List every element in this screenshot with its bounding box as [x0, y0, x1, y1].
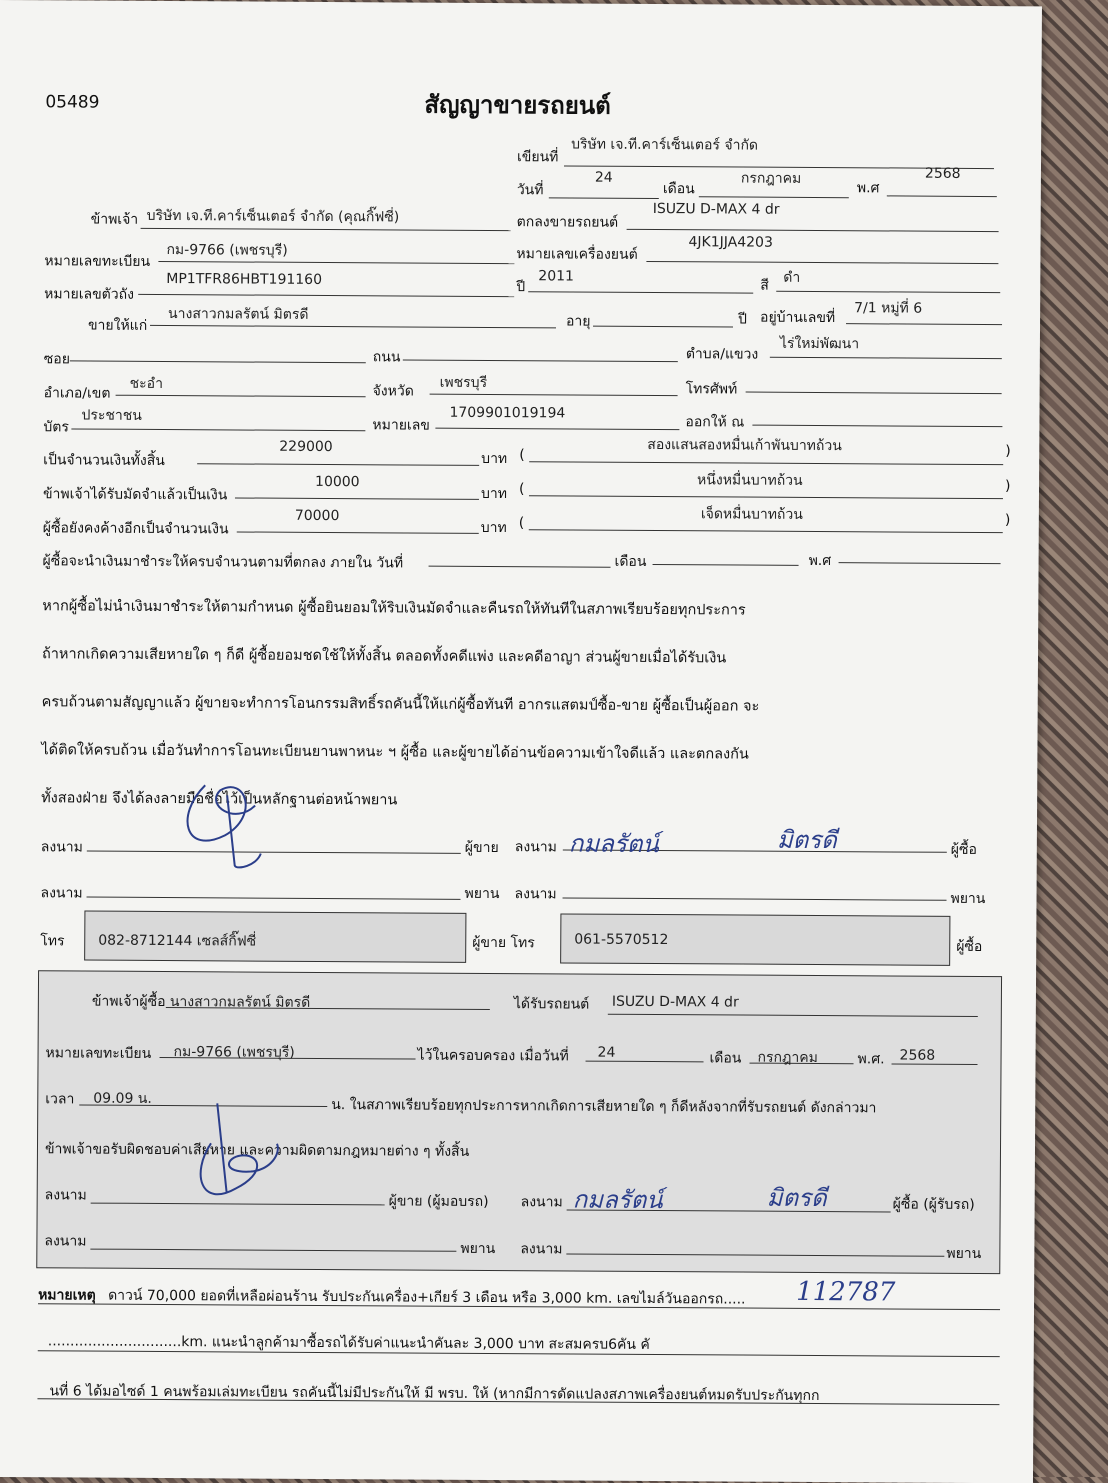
terms-paragraph-1: หากผู้ซื้อไม่นำเงินมาชำระให้ตามกำหนด ผู้ซื้อยินยอมให้ริบเงินมัดจำและคืนรถให้ทันทีในสภาพเรียบร้อยทุกประการ [42, 598, 746, 619]
note-label: หมายเหตุ [38, 1287, 96, 1304]
engine-value: 4JK1JJA4203 [688, 234, 773, 251]
address-value: 7/1 หมู่ที่ 6 [854, 300, 923, 317]
receipt-plate-value: กม-9766 (เพชรบุรี) [173, 1044, 295, 1061]
plate-value: กม-9766 (เพชรบุรี) [166, 242, 288, 259]
deposit-value: 10000 [315, 473, 360, 491]
document-number: 05489 [45, 92, 100, 113]
receipt-time-label: เวลา [45, 1091, 75, 1108]
contract-paper: 05489 สัญญาขายรถยนต์ เขียนที่ บริษัท เจ.ที.คาร์เซ็นเตอร์ จำกัด วันที่ 24 เดือน กรกฎาคม พ.ศ 2568 ข้าพเจ้า บริษัท เจ.ที.คาร์เซ็นเตอร์ จำกัด (คุณกิ๊ฟซี่) ตกลงขายรถยนต์ ISUZU D-MAX 4 dr หมายเลขทะเบียน กม-9766 (เพชรบุรี) หมายเลขเครื่องยนต์ 4JK1JJA4203 หมายเลขตัวถัง MP1TFR86HBT191160 ปี 2011 สี ดำ ขายให้แก่ นางสาวกมลรัตน์ มิตรดี อายุ ปี อยู่บ้านเลขที่ 7/1 หมู่ที่ 6 ซอย ถนน ตำบล/แขวง ไร่ใหม่พัฒนา อำเภอ/เขต ชะอำ จังหวัด เพชรบุรี โทรศัพท์ บัตร ประชาชน หมายเลข 1709901019194 ออกให้ ณ เป็นจำนวนเงินทั้งสิ้น 229000 บาท ( สองแสนสองหมื่นเก้าพันบาทถ้วน ) ข้าพเจ้าได้รับมัดจำแล้วเป็นเงิน 10000 บาท ( หนึ่งหมื่นบาทถ้วน ) ผู้ซื้อยังคงค้างอีกเป็นจำนวนเงิน 70000 บาท ( เจ็ดหมื่นบาทถ้วน ) ผู้ซื้อจะนำเงินมาชำระให้ครบจำนวนตามที่ตกลง ภายใน วันที่ เดือน พ.ศ หากผู้ซื้อไม่นำเงินมาชำระให้ตามกำหนด ผู้ซื้อยินยอมให้ริบเงินมัดจำและคืนรถให้ทันทีในสภาพเรียบร้อยทุกประการ ถ้าหากเกิดความเสียหายใด ๆ ก็ดี ผู้ซื้อยอมชดใช้ให้ทั้งสิ้น ตลอดทั้งคดีแพ่ง และคดีอาญา ส่วนผู้ขายเมื่อได้รับเงิน ครบถ้วนตามสัญญาแล้ว ผู้ขายจะทำการโอนกรรมสิทธิ์รถคันนี้ให้แก่ผู้ซื้อทันที อากรแสตมป์ซื้อ-ขาย ผู้ซื้อเป็นผู้ออก จะ ได้ติดให้ครบถ้วน เมื่อวันทำการโอนทะเบียนยานพาหนะ ฯ ผู้ซื้อ และผู้ขายได้อ่านข้อความเข้าใจดีแล้ว และตกลงกัน ทั้งสองฝ่าย จึงได้ลงลายมือชื่อไว้เป็นหลักฐานต่อหน้าพยาน ลงนาม ผู้ขาย ลงนาม กมลรัตน์ มิตรดี ผู้ซื้อ ลงนาม พยาน ลงนาม พยาน โทร 082-8712144 เซลส์กิ๊ฟซี่ ผู้ขาย โทร 061-5570512 ผู้ซื้อ ข้าพเจ้าผู้ซื้อ นางสาวกมลรัตน์ มิตรดี ได้รับรถยนต์ ISUZU D-MAX 4 dr หมายเลขทะเบียน กม-9766 (เพชรบุรี) ไว้ในครอบครอง เมื่อวันที่ 24 เดือน กรกฎาคม พ.ศ. 2568 เวลา 09.09 น. น. ในสภาพเรียบร้อยทุกประการหากเกิดการเสียหายใด ๆ ก็ดีหลังจากที่รับรถยนต์ ดังกล่าวมา ข้าพเจ้าขอรับผิดชอบค่าเสียหาย และความผิดตามกฎหมายต่าง ๆ ทั้งสิ้น ลงนาม ผู้ขาย (ผู้มอบรถ) ลงนาม กมลรัตน์ มิตรดี ผู้ซื้อ (ผู้รับรถ) ลงนาม พยาน ลงนาม พยาน หมายเหตุ ดาวน์ 70,000 ยอดที่เหลือผ่อนร้าน รับประกันเครื่อง+เกียร์ 3 เดือน หรือ 3,000 km. เลขไมล์วันออกรถ..... 112787 ..............................km. แนะนำลูกค้ามาซื้อรถได้รับค่าแนะนำคันละ 3,000 บาท สะสมครบ6คัน คั นที่ 6 ได้มอไซด์ 1 คนพร้อมเล่มทะเบียน รถคันนี้ไม่มีประกันให้ มี พรบ. ให้ (หากมีการดัดแปลงสภาพเครื่องยนต์หมดรับประกันทุกก [0, 0, 1042, 1483]
year-label: พ.ศ [856, 180, 880, 197]
sign-label-buyer: ลงนาม [514, 839, 557, 856]
deposit-text-value: หนึ่งหมื่นบาทถ้วน [697, 472, 803, 489]
page-title: สัญญาขายรถยนต์ [424, 90, 611, 120]
deposit-label: ข้าพเจ้าได้รับมัดจำแล้วเป็นเงิน [42, 486, 228, 504]
pay-month-label: เดือน [614, 553, 647, 570]
pay-within-label: ผู้ซื้อจะนำเงินมาชำระให้ครบจำนวนตามที่ตกลง ภายใน วันที่ [42, 553, 404, 572]
terms-paragraph-5: ทั้งสองฝ่าย จึงได้ลงลายมือชื่อไว้เป็นหลักฐานต่อหน้าพยาน [41, 790, 398, 809]
province-value: เพชรบุรี [439, 374, 488, 391]
card-type-value: ประชาชน [81, 407, 142, 424]
soi-label: ซอย [43, 351, 70, 368]
seller-value: บริษัท เจ.ที.คาร์เซ็นเตอร์ จำกัด (คุณกิ๊ฟซี่) [146, 207, 400, 226]
written-at-label: เขียนที่ [517, 149, 559, 166]
deposit-baht: บาท [480, 485, 508, 503]
district-value: ชะอำ [129, 375, 164, 393]
note-line-2: ..............................km. แนะนำลูกค้ามาซื้อรถได้รับค่าแนะนำคันละ 3,000 บาท สะสมครบ6คัน คั [47, 1333, 650, 1353]
receipt-buyer-value: นางสาวกมลรัตน์ มิตรดี [169, 994, 311, 1011]
plate-label: หมายเลขทะเบียน [44, 253, 151, 270]
phone-short-label: โทร [40, 933, 65, 950]
month-label: เดือน [662, 181, 695, 198]
seller-word: ผู้ขาย [464, 839, 499, 857]
buyer-signature-first: กมลรัตน์ [568, 829, 659, 859]
remain-label: ผู้ซื้อยังคงค้างอีกเป็นจำนวนเงิน [42, 520, 229, 538]
witness-word-2: พยาน [950, 890, 986, 908]
buyer-signature-last: มิตรดี [776, 825, 837, 855]
receipt-witness-word-2: พยาน [946, 1245, 982, 1263]
total-text-value: สองแสนสองหมื่นเก้าพันบาทถ้วน [647, 436, 842, 455]
pay-year-label: พ.ศ [808, 552, 832, 570]
province-label: จังหวัด [372, 383, 414, 400]
card-label: บัตร [43, 419, 69, 436]
receipt-plate-label: หมายเลขทะเบียน [45, 1045, 152, 1062]
receipt-car-value: ISUZU D-MAX 4 dr [611, 993, 739, 1011]
receipt-sign-label-witness-2: ลงนาม [520, 1241, 563, 1258]
remain-value: 70000 [294, 507, 340, 525]
district-label: อำเภอ/เขต [43, 385, 111, 402]
engine-label: หมายเลขเครื่องยนต์ [516, 246, 638, 263]
receipt-sign-label-witness-1: ลงนาม [44, 1233, 87, 1250]
receipt-seller-signature [181, 1093, 292, 1214]
receipt-buyer-receiver: ผู้ซื้อ (ผู้รับรถ) [892, 1196, 975, 1213]
chassis-value: MP1TFR86HBT191160 [166, 271, 323, 288]
receipt-buyer-signature-first: กมลรัตน์ [572, 1185, 663, 1215]
receipt-year-label: พ.ศ. [857, 1051, 885, 1068]
card-number-value: 1709901019194 [449, 404, 566, 422]
receipt-time-value: 09.09 น. [93, 1090, 152, 1107]
issued-label: ออกให้ ณ [685, 414, 745, 431]
terms-paragraph-2: ถ้าหากเกิดความเสียหายใด ๆ ก็ดี ผู้ซื้อยอมชดใช้ให้ทั้งสิ้น ตลอดทั้งคดีแพ่ง และคดีอาญา ส่วนผู้ขายเมื่อได้รับเงิน [41, 646, 727, 667]
terms-paragraph-4: ได้ติดให้ครบถ้วน เมื่อวันทำการโอนทะเบียนยานพาหนะ ฯ ผู้ซื้อ และผู้ขายได้อ่านข้อความเข้าใจดีแล้ว และตกลงกัน [41, 742, 749, 763]
date-month: กรกฎาคม [740, 170, 802, 187]
total-baht: บาท [481, 450, 508, 468]
subdistrict-value: ไร่ใหม่พัฒนา [779, 335, 860, 353]
mileage-handwritten: 112787 [796, 1276, 896, 1308]
sign-label-witness-1: ลงนาม [40, 885, 83, 902]
date-year: 2568 [924, 165, 961, 182]
age-unit: ปี [738, 311, 748, 328]
receipt-witness-word-1: พยาน [460, 1240, 496, 1258]
receipt-condition-text: น. ในสภาพเรียบร้อยทุกประการหากเกิดการเสียหายใด ๆ ก็ดีหลังจากที่รับรถยนต์ ดังกล่าวมา [331, 1097, 877, 1117]
color-value: ดำ [783, 269, 801, 286]
subdistrict-label: ตำบล/แขวง [685, 346, 759, 363]
card-number-label: หมายเลข [372, 417, 430, 434]
note-line-3: นที่ 6 ได้มอไซด์ 1 คนพร้อมเล่มทะเบียน รถคันนี้ไม่มีประกันให้ มี พรบ. ให้ (หากมีการดัดแปลงสภาพเครื่องยนต์หมดรับประกันทุกก [49, 1383, 820, 1405]
sign-label-witness-2: ลงนาม [514, 886, 557, 903]
chassis-label: หมายเลขตัวถัง [44, 286, 134, 303]
buyer-phone-word: ผู้ซื้อ [956, 938, 983, 956]
terms-paragraph-3: ครบถ้วนตามสัญญาแล้ว ผู้ขายจะทำการโอนกรรมสิทธิ์รถคันนี้ให้แก่ผู้ซื้อทันที อากรแสตมป์ซื้อ-ขาย ผู้ซื้อเป็นผู้ออก จะ [41, 694, 760, 715]
receipt-month-value: กรกฎาคม [757, 1049, 818, 1067]
seller-signature [165, 765, 286, 876]
note-line-1: ดาวน์ 70,000 ยอดที่เหลือผ่อนร้าน รับประกันเครื่อง+เกียร์ 3 เดือน หรือ 3,000 km. เลขไมล์วันออกรถ..... [108, 1287, 746, 1308]
car-model-value: ISUZU D-MAX 4 dr [652, 200, 780, 218]
car-year-value: 2011 [538, 268, 575, 285]
sign-label: ลงนาม [40, 839, 83, 856]
receipt-year-value: 2568 [899, 1047, 936, 1064]
receipt-liability-text: ข้าพเจ้าขอรับผิดชอบค่าเสียหาย และความผิดตามกฎหมายต่าง ๆ ทั้งสิ้น [44, 1141, 470, 1160]
sell-to-label: ขายให้แก่ [87, 317, 148, 334]
buyer-word: ผู้ซื้อ [950, 841, 977, 858]
age-label: อายุ [565, 313, 591, 330]
seller-label: ข้าพเจ้า [90, 211, 139, 228]
receipt-received-label: ได้รับรถยนต์ [513, 996, 590, 1013]
receipt-sign-label-buyer: ลงนาม [520, 1194, 563, 1211]
color-label: สี [760, 277, 769, 294]
phone-label: โทรศัพท์ [685, 381, 738, 398]
car-year-label: ปี [516, 279, 526, 296]
remain-baht: บาท [480, 519, 507, 537]
receipt-day-value: 24 [597, 1044, 616, 1061]
receipt-intro-label: ข้าพเจ้าผู้ซื้อ [91, 993, 166, 1011]
buyer-phone-value: 061-5570512 [574, 931, 669, 949]
written-at-value: บริษัท เจ.ที.คาร์เซ็นเตอร์ จำกัด [571, 136, 759, 154]
witness-word-1: พยาน [464, 885, 500, 903]
road-label: ถนน [372, 349, 401, 366]
remain-text-value: เจ็ดหมื่นบาทถ้วน [700, 506, 803, 523]
date-label: วันที่ [516, 182, 544, 199]
sale-car-label: ตกลงขายรถยนต์ [516, 214, 619, 231]
receipt-sign-label: ลงนาม [44, 1187, 87, 1204]
address-label: อยู่บ้านเลขที่ [760, 309, 836, 327]
seller-phone-tail: ผู้ขาย โทร [472, 934, 535, 952]
receipt-month-label: เดือน [709, 1050, 742, 1067]
receipt-kept-label: ไว้ในครอบครอง เมื่อวันที่ [417, 1047, 569, 1065]
buyer-name-value: นางสาวกมลรัตน์ มิตรดี [168, 306, 309, 323]
receipt-buyer-signature-last: มิตรดี [766, 1183, 827, 1213]
seller-phone-value: 082-8712144 เซลส์กิ๊ฟซี่ [98, 932, 257, 950]
total-value: 229000 [279, 438, 333, 456]
date-day: 24 [594, 169, 613, 186]
total-label: เป็นจำนวนเงินทั้งสิ้น [43, 452, 165, 470]
receipt-seller-giver: ผู้ขาย (ผู้มอบรถ) [388, 1193, 489, 1211]
